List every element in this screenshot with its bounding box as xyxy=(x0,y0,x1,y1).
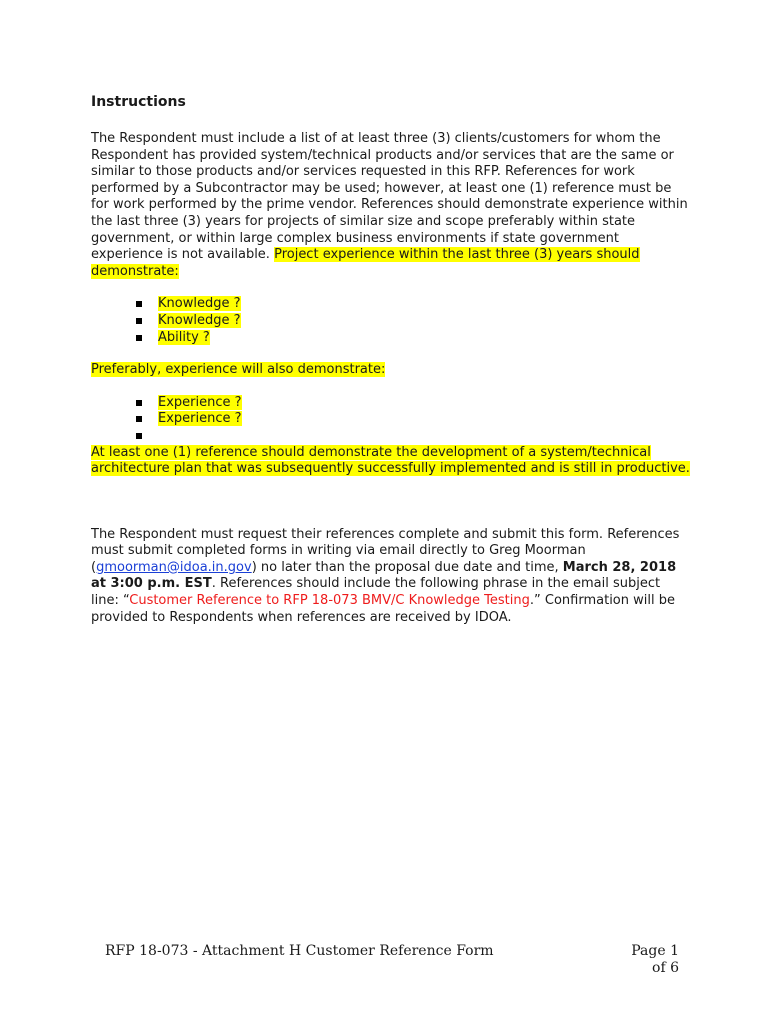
list-item: Knowledge ? xyxy=(136,313,691,330)
list-item xyxy=(136,428,691,445)
required-list xyxy=(91,296,691,346)
page-number: Page 1 of 6 xyxy=(631,943,679,976)
intro-text: The Respondent must include a list of at least three (3) clients/customers for whom the Respondent has provided system/technical products and/or services that are the same or similar to those products and/or services requested in this RFP. References for work performed by a Subcontractor may be used; however, at least one (1) reference must be for work performed by the prime vendor. References should demonstrate experience within the last three (3) years for projects of similar size and scope preferably within state government, or within large complex business environments if state government experience is not available. xyxy=(91,131,688,263)
bullet-icon xyxy=(136,433,142,439)
intro-paragraph xyxy=(91,131,691,280)
footer-title: RFP 18-073 - Attachment H Customer Reference Form xyxy=(105,943,494,959)
document-body xyxy=(91,92,691,626)
bullet-icon xyxy=(136,335,142,341)
submission-paragraph: The Respondent must request their references complete and submit this form. References must submit completed forms in writing via email directly to Greg Moorman (gmoorman@idoa.in.gov) no later than the proposal due date and time, March 28, 2018 at 3:00 p.m. EST. References should include the following phrase in the email subject line: “Customer Reference to RFP 18-073 BMV/C Knowledge Testing.” Confirmation will be provided to Respondents when references are received by IDOA. xyxy=(91,526,680,625)
bullet-icon xyxy=(136,416,142,422)
preferably-line: Preferably, experience will also demonstrate: xyxy=(91,362,386,378)
bullet-icon xyxy=(136,400,142,406)
architecture-note: At least one (1) reference should demonstrate the development of a system/technical architecture plan that was subsequently successfully implemented and is still in productive. xyxy=(91,444,690,477)
preferred-list xyxy=(91,395,691,445)
list-item: Knowledge ? xyxy=(136,296,691,313)
deadline: March 28, 2018 at 3:00 p.m. EST xyxy=(91,559,677,592)
bullet-icon xyxy=(136,301,142,307)
instructions-heading: Instructions xyxy=(91,94,186,110)
email-link[interactable]: gmoorman@idoa.in.gov xyxy=(96,559,252,575)
list-item: Ability ? xyxy=(136,330,691,347)
bullet-icon xyxy=(136,318,142,324)
list-item: Experience ? xyxy=(136,411,691,428)
spacer xyxy=(91,478,691,527)
list-item: Experience ? xyxy=(136,395,691,412)
subject-phrase: Customer Reference to RFP 18-073 BMV/C Knowledge Testing xyxy=(129,593,530,609)
intro-highlight: Project experience within the last three (3) years should demonstrate: xyxy=(91,247,640,279)
